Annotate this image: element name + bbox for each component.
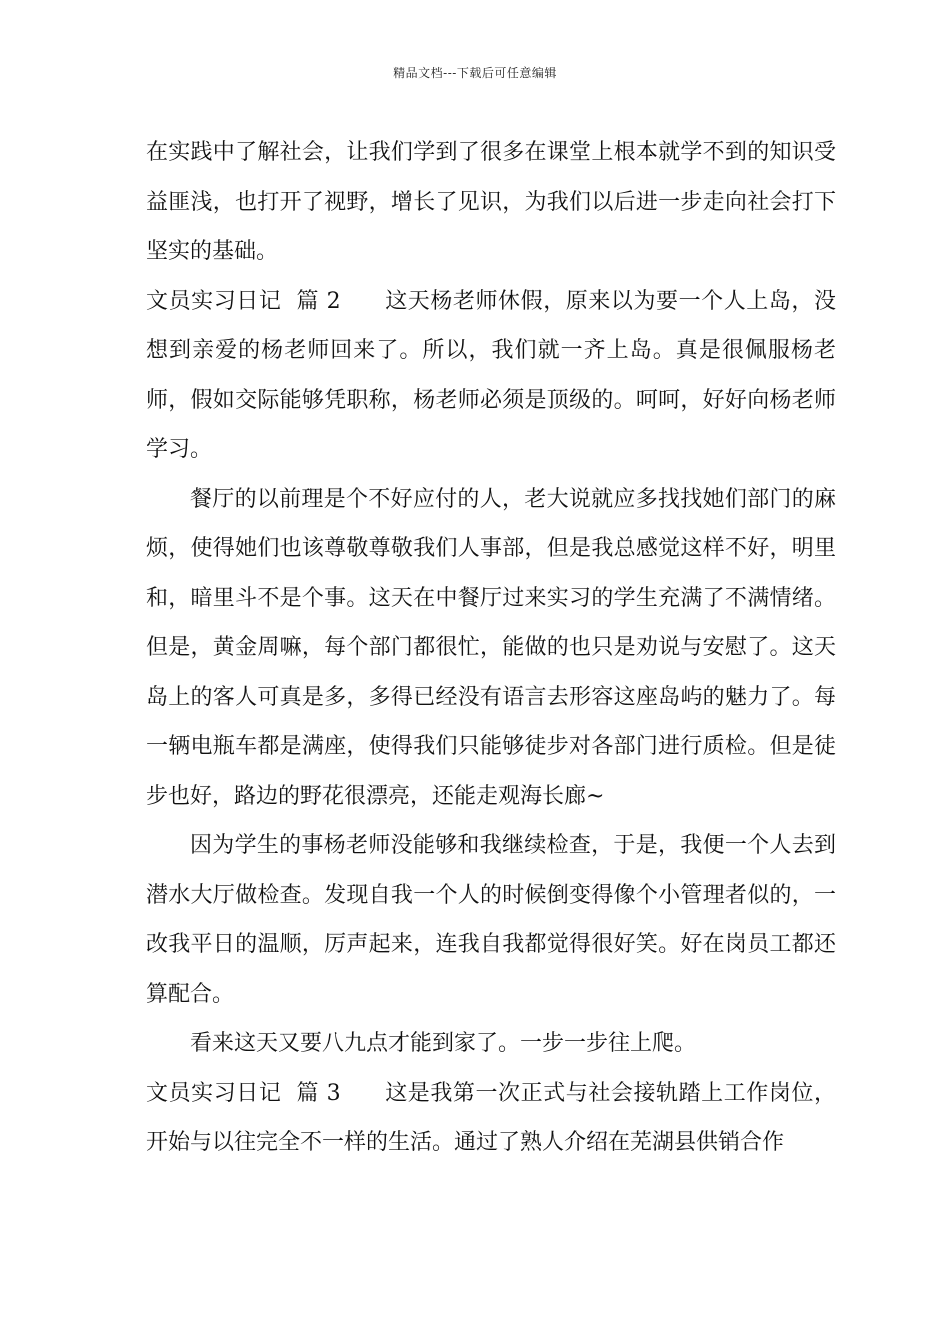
- paragraph-entry-3: [146, 1069, 836, 1168]
- paragraph-diving-hall: 因为学生的事杨老师没能够和我继续检查，于是，我便一个人去到潜水大厅做检查。发现自我一个人的时候倒变得像个小管理者似的，一改我平日的温顺，厉声起来，连我自我都觉得很好笑。好在岗员工都还算配合。: [146, 833, 836, 1007]
- entry-title-2: 文员实习日记 篇 2: [146, 288, 341, 314]
- entry-body-3: 这是我第一次正式与社会接轨踏上工作岗位，开始与以往完全不一样的生活。通过了熟人介绍在芜湖县供销合作: [146, 1080, 836, 1155]
- entry-body-2: 这天杨老师休假，原来以为要一个人上岛，没想到亲爱的杨老师回来了。所以，我们就一齐上岛。真是很佩服杨老师，假如交际能够凭职称，杨老师必须是顶级的。呵呵，好好向杨老师学习。: [146, 288, 836, 462]
- page-header: 精品文档---下载后可任意编辑: [393, 66, 557, 80]
- paragraph-home-late: 看来这天又要八九点才能到家了。一步一步往上爬。: [190, 1031, 697, 1056]
- paragraph-intro: 在实践中了解社会，让我们学到了很多在课堂上根本就学不到的知识受益匪浅，也打开了视野，增长了见识，为我们以后进一步走向社会打下坚实的基础。: [146, 140, 836, 264]
- paragraph-restaurant: 餐厅的以前理是个不好应付的人，老大说就应多找找她们部门的麻烦，使得她们也该尊敬尊敬我们人事部，但是我总感觉这样不好，明里和，暗里斗不是个事。这天在中餐厅过来实习的学生充满了不满情绪。但是，黄金周嘛，每个部门都很忙，能做的也只是劝说与安慰了。这天岛上的客人可真是多，多得已经没有语言去形容这座岛屿的魅力了。每一辆电瓶车都是满座，使得我们只能够徒步对各部门进行质检。但是徒步也好，路边的野花很漂亮，还能走观海长廊~: [146, 486, 836, 809]
- document-body: [146, 128, 836, 1168]
- paragraph-entry-2: [146, 277, 836, 475]
- entry-title-3: 文员实习日记 篇 3: [146, 1080, 341, 1106]
